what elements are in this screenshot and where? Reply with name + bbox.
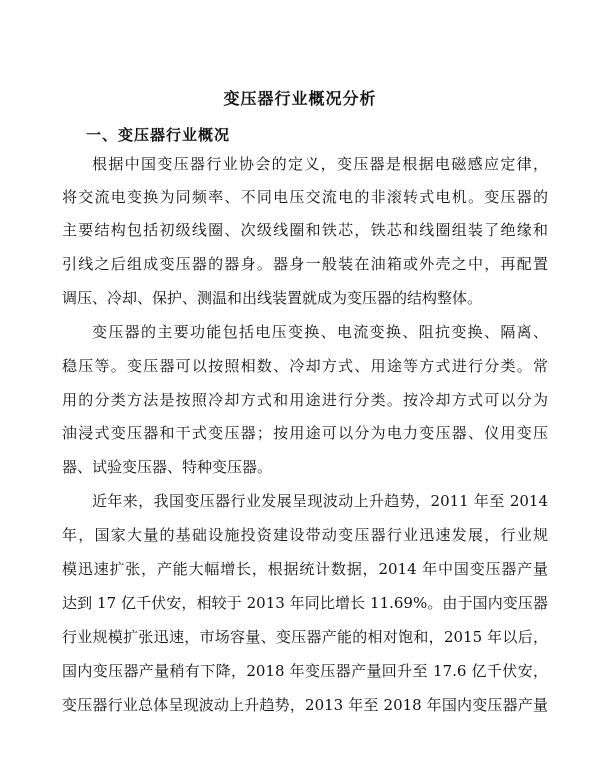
- paragraph-2-line-5: 器、试验变压器、特种变压器。: [62, 458, 273, 476]
- paragraph-3-line-2: 年，国家大量的基础设施投资建设带动变压器行业迅速发展，行业规: [62, 526, 548, 544]
- paragraph-1-line-1: 根据中国变压器行业协会的定义，变压器是根据电磁感应定律，: [92, 155, 548, 173]
- paragraph-2-line-2: 稳压等。变压器可以按照相数、冷却方式、用途等方式进行分类。常: [62, 357, 548, 375]
- paragraph-3-line-6: 国内变压器产量稍有下降，2018 年变压器产量回升至 17.6 亿千伏安，: [62, 662, 548, 680]
- paragraph-1-line-3: 主要结构包括初级线圈、次级线圈和铁芯，铁芯和线圈组装了绝缘和: [62, 221, 548, 239]
- paragraph-2-line-3: 用的分类方法是按照冷却方式和用途进行分类。按冷却方式可以分为: [62, 391, 548, 409]
- paragraph-1-line-2: 将交流电变换为同频率、不同电压交流电的非滚转式电机。变压器的: [62, 188, 548, 206]
- paragraph-3-line-4: 达到 17 亿千伏安，相较于 2013 年同比增长 11.69%。由于国内变压器: [62, 594, 548, 612]
- paragraph-3-line-1: 近年来，我国变压器行业发展呈现波动上升趋势，2011 年至 2014: [92, 492, 548, 510]
- paragraph-3-line-7: 变压器行业总体呈现波动上升趋势，2013 年至 2018 年国内变压器产量: [62, 696, 548, 714]
- paragraph-2-line-4: 油浸式变压器和干式变压器；按用途可以分为电力变压器、仪用变压: [62, 424, 548, 442]
- paragraph-3-line-3: 模迅速扩张，产能大幅增长，根据统计数据，2014 年中国变压器产量: [62, 560, 548, 578]
- section-heading: 一、变压器行业概况: [86, 126, 231, 144]
- paragraph-3-line-5: 行业规模扩张迅速，市场容量、变压器产能的相对饱和，2015 年以后，: [62, 628, 548, 646]
- paragraph-1-line-5: 调压、冷却、保护、测温和出线装置就成为变压器的结构整体。: [62, 289, 483, 307]
- paragraph-1-line-4: 引线之后组成变压器的器身。器身一般装在油箱或外壳之中，再配置: [62, 255, 548, 273]
- paragraph-2-line-1: 变压器的主要功能包括电压变换、电流变换、阻抗变换、隔离、: [92, 323, 548, 341]
- document-title: 变压器行业概况分析: [223, 89, 377, 108]
